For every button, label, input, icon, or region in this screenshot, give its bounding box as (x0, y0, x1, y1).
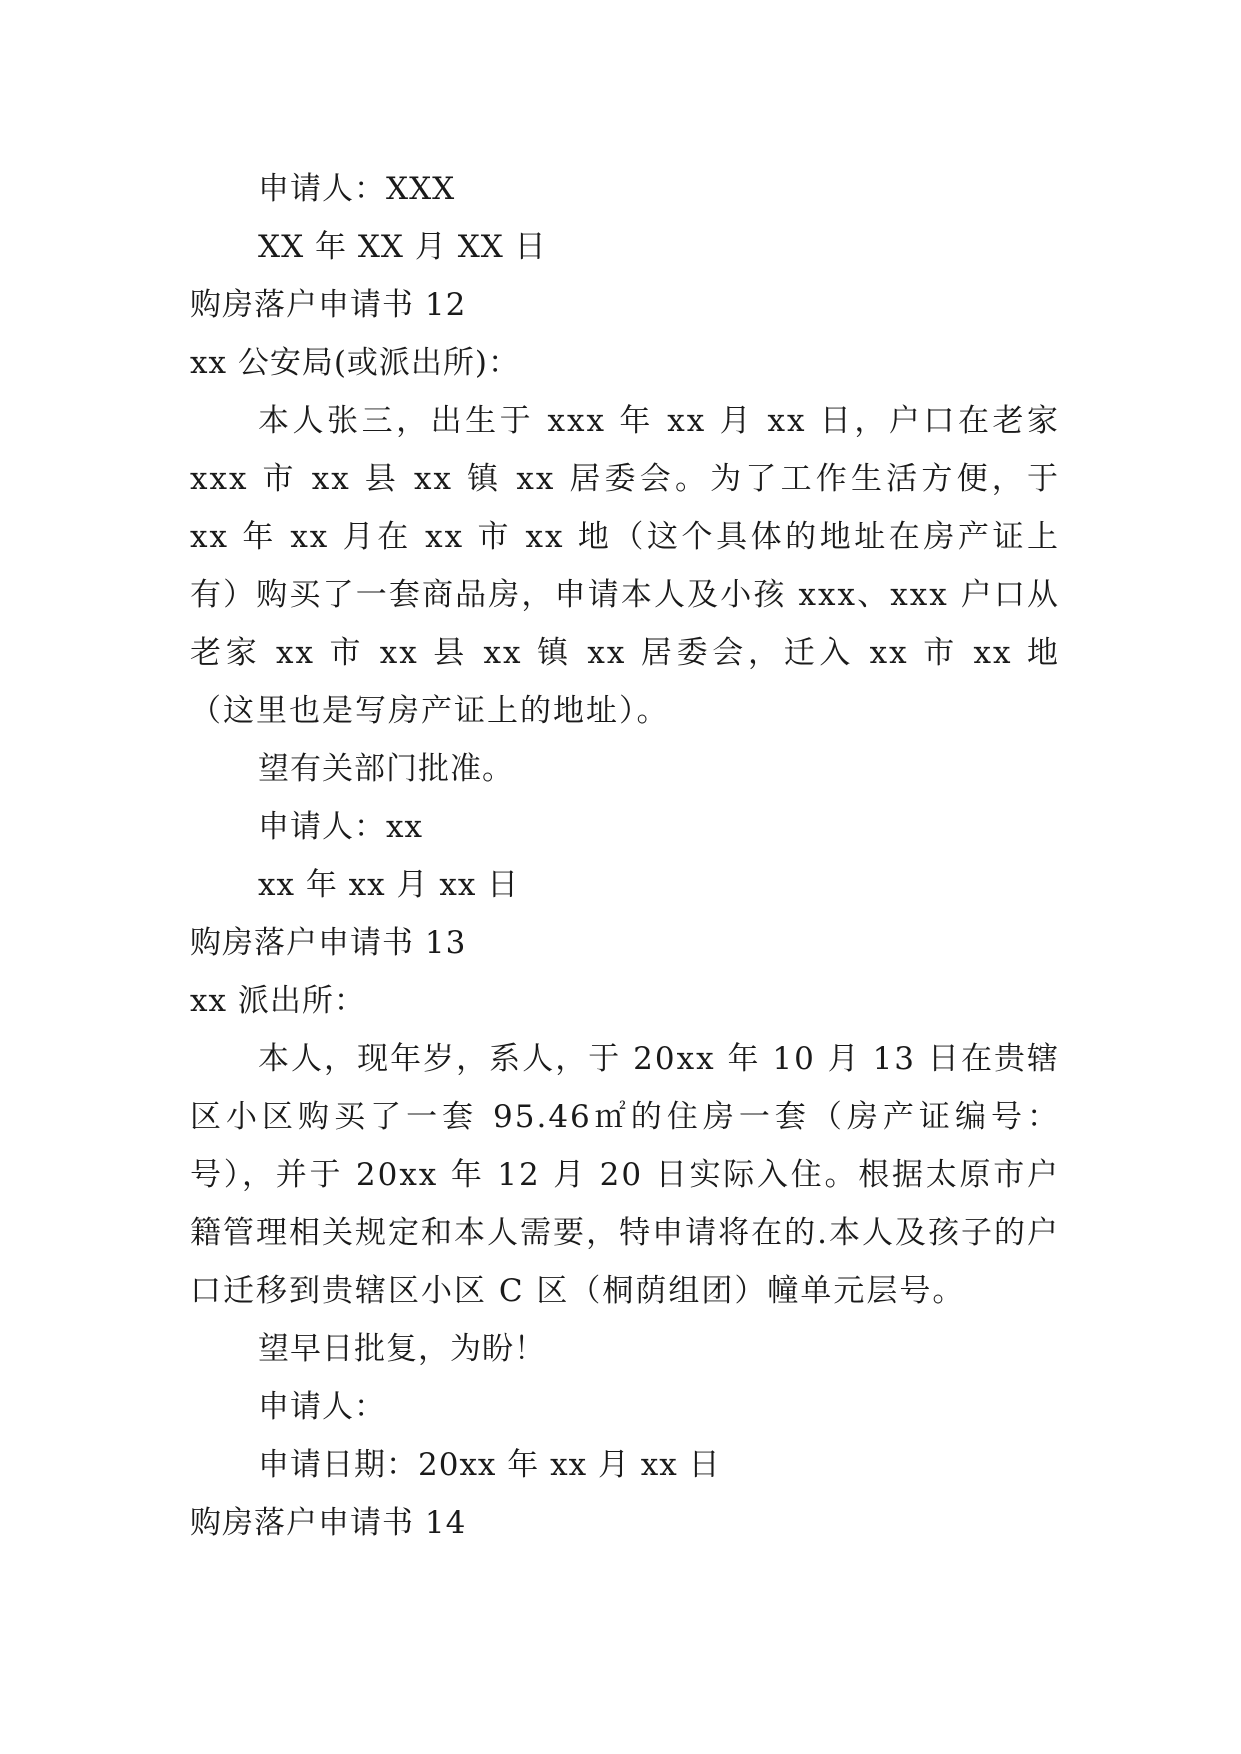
signer-line: 申请人：xx (258, 809, 423, 845)
section-title: 购房落户申请书 13 (190, 925, 467, 961)
signer-line: 申请人： (258, 1389, 386, 1425)
date-line: XX 年 XX 月 XX 日 (258, 229, 547, 265)
date-line: xx 年 xx 月 xx 日 (258, 867, 520, 903)
recipient-line: xx 公安局(或派出所)： (190, 345, 521, 381)
section-title: 购房落户申请书 14 (190, 1505, 467, 1541)
date-line: 申请日期：20xx 年 xx 月 xx 日 (258, 1447, 721, 1483)
request-line: 望早日批复，为盼！ (258, 1331, 546, 1367)
recipient-line: xx 派出所： (190, 983, 366, 1019)
body-paragraph: 本人，现年岁，系人，于 20xx 年 10 月 13 日在贵辖区小区购买了一套 95.46㎡的住房一套（房产证编号：号），并于 20xx 年 12 月 20 日实际入住。根据太原市户籍管理相关规定和本人需要，特申请将在的.本人及孩子的户口迁移到贵辖区小区 C 区（桐荫组团）幢单元层号。 (190, 1041, 1060, 1309)
section-title: 购房落户申请书 12 (190, 287, 467, 323)
signer-line: 申请人：XXX (258, 171, 456, 207)
document-page (190, 160, 1060, 1552)
request-line: 望有关部门批准。 (258, 751, 514, 787)
body-paragraph: 本人张三，出生于 xxx 年 xx 月 xx 日，户口在老家 xxx 市 xx 县 xx 镇 xx 居委会。为了工作生活方便，于 xx 年 xx 月在 xx 市 xx 地（这个具体的地址在房产证上有）购买了一套商品房，申请本人及小孩 xxx、xxx 户口从老家 xx 市 xx 县 xx 镇 xx 居委会，迁入 xx 市 xx 地（这里也是写房产证上的地址）。 (190, 403, 1060, 729)
